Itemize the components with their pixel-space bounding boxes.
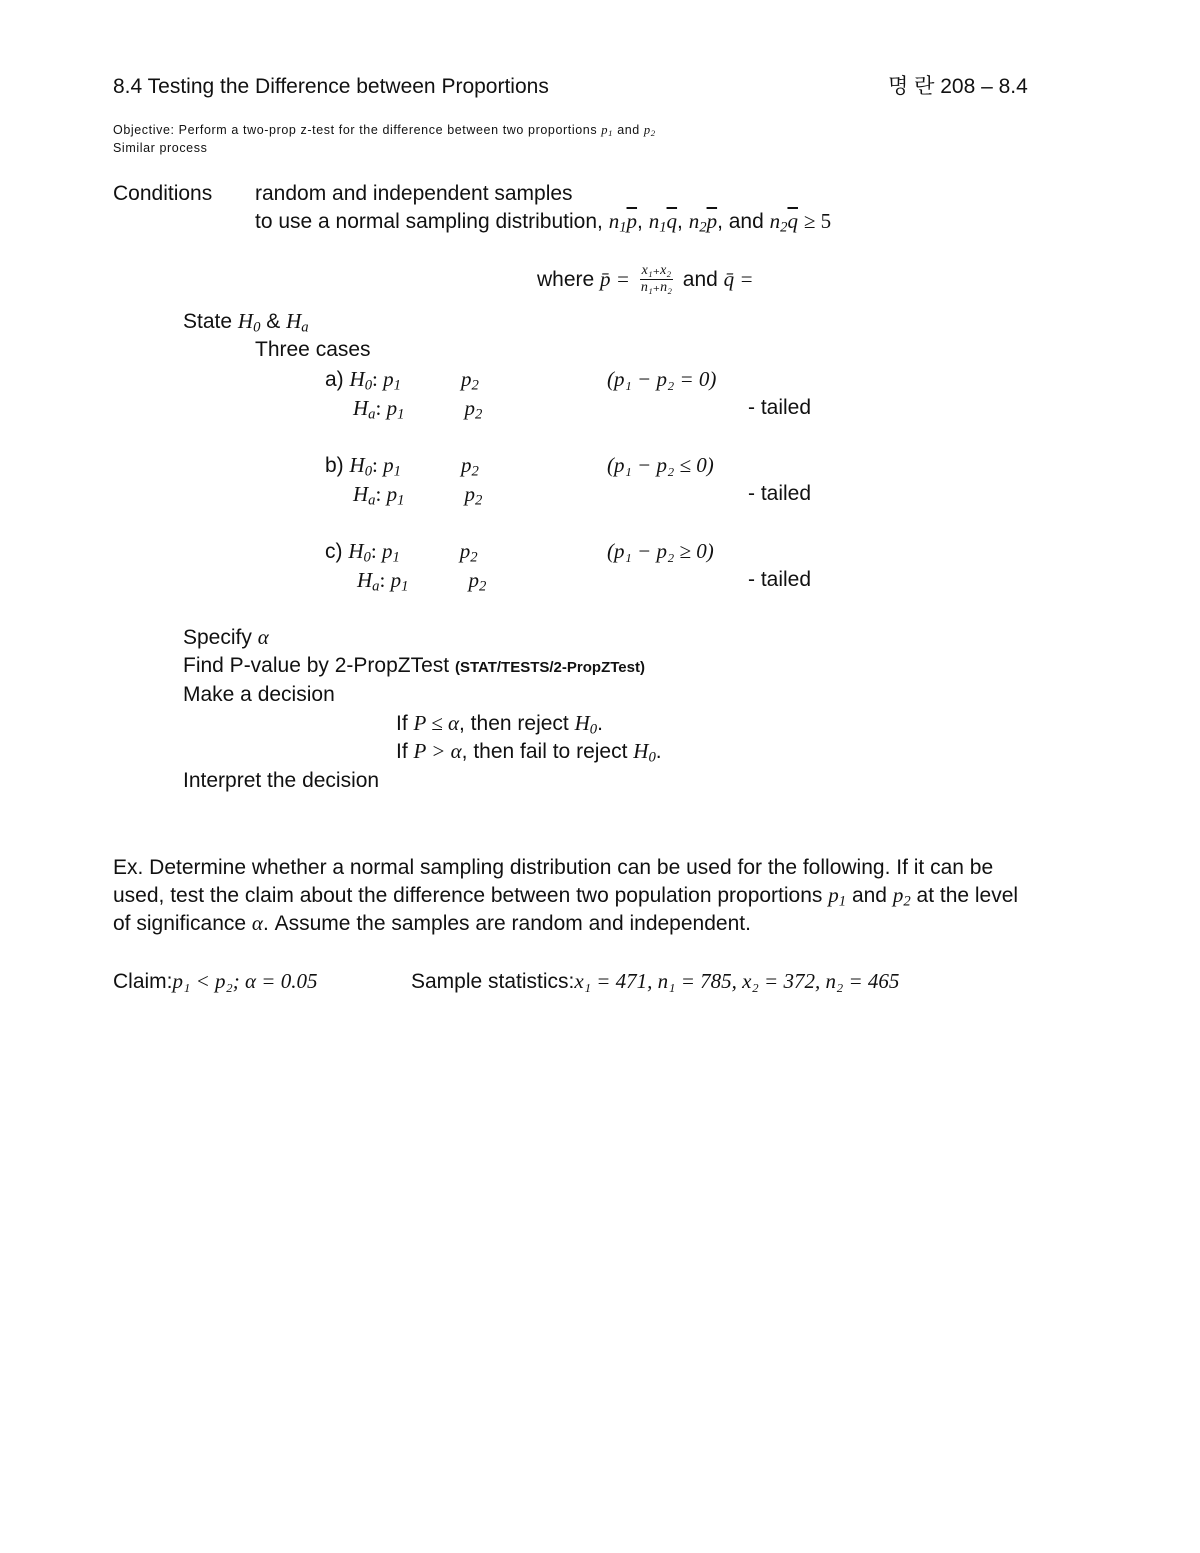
specify-alpha: Specify α bbox=[183, 625, 269, 649]
case-b-paren: (p₁ − p₂ ≤ 0) bbox=[607, 453, 714, 477]
case-a-alt: $H_a$: $p_1$ $p_2$ bbox=[353, 396, 483, 423]
conditions-label: Conditions bbox=[113, 182, 213, 205]
find-p-value: Find P-value by 2-PropZTest (STAT/TESTS/2-PropZTest) bbox=[183, 654, 645, 677]
case-b-tail: - tailed bbox=[748, 482, 812, 505]
make-decision-label: Make a decision bbox=[183, 683, 335, 706]
objective-line bbox=[113, 124, 656, 137]
objective-p1: $p_1$ bbox=[601, 123, 614, 139]
conditions-line-1: random and independent samples bbox=[255, 182, 573, 205]
page-title: 8.4 Testing the Difference between Proportions bbox=[113, 75, 549, 98]
conditions-line-2: to use a normal sampling distribution, $n_1\overline{p}$, $n_1\overline{q}$, $n_2\overline{p}$, and $n_2\overline{q} \ge 5$ bbox=[255, 209, 832, 236]
case-a-null: a) $H_0$: $p_1$ $p_2$ bbox=[325, 367, 479, 394]
pooled-fraction: $\frac{\text{x₁₊x₂}}{\text{n₁₊n₂}}$ bbox=[640, 263, 672, 295]
case-c-alt: $H_a$: $p_1$ $p_2$ bbox=[357, 568, 487, 595]
case-a-tail: - tailed bbox=[748, 396, 812, 419]
interpret-decision-label: Interpret the decision bbox=[183, 769, 380, 792]
case-c-paren: (p₁ − p₂ ≥ 0) bbox=[607, 539, 714, 563]
example-line-2: used, test the claim about the difference between two population proportions $p_1$ and $p_2$ at the level bbox=[113, 883, 1019, 910]
example-line-3: of significance α. Assume the samples are random and independent. bbox=[113, 911, 751, 935]
three-cases-label: Three cases bbox=[255, 338, 371, 361]
decision-rule-fail: If P > α, then fail to reject $H_0$. bbox=[396, 739, 662, 766]
objective-p2: $p_2$ bbox=[643, 123, 656, 139]
state-hypotheses-label: State $H_0$ & $H_a$ bbox=[183, 309, 309, 336]
case-b-alt: $H_a$: $p_1$ $p_2$ bbox=[353, 482, 483, 509]
example-sample-statistics: Sample statistics:x₁ = 471, n₁ = 785, x₂ = 372, n₂ = 465 bbox=[411, 969, 900, 993]
page-reference: 명 란 208 – 8.4 bbox=[888, 75, 1028, 98]
pooled-proportion-formula: where p̄ = $\frac{\text{x₁₊x₂}}{\text{n₁₊n₂}}$ and q̄ = bbox=[537, 263, 754, 295]
calculator-keys: (STAT/TESTS/2-PropZTest) bbox=[454, 659, 645, 676]
objective-and: and bbox=[617, 123, 640, 137]
similar-process-note: Similar process bbox=[113, 141, 208, 155]
decision-rule-reject: If P ≤ α, then reject $H_0$. bbox=[396, 711, 603, 738]
case-a-paren: (p₁ − p₂ = 0) bbox=[607, 367, 717, 391]
objective-text: Objective: Perform a two-prop z-test for the difference between two proportions bbox=[113, 123, 598, 137]
example-claim: Claim:p₁ < p₂; α = 0.05 bbox=[113, 969, 318, 993]
case-c-null: c) $H_0$: $p_1$ $p_2$ bbox=[325, 539, 478, 566]
case-b-null: b) $H_0$: $p_1$ $p_2$ bbox=[325, 453, 479, 480]
example-line-1: Ex. Determine whether a normal sampling distribution can be used for the following. If it can be bbox=[113, 856, 994, 879]
case-c-tail: - tailed bbox=[748, 568, 812, 591]
